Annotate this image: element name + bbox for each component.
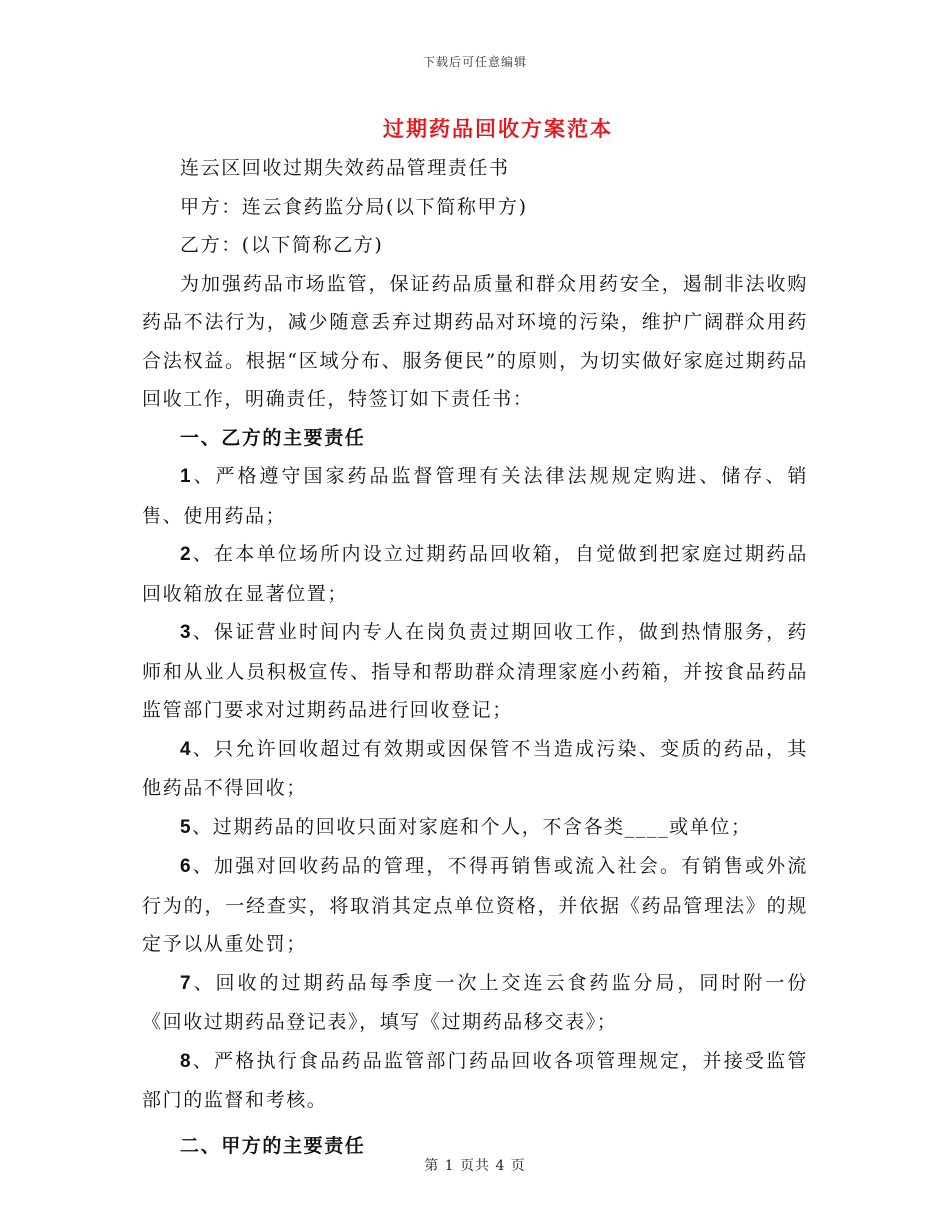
item-number: 1 [180,466,193,487]
item-text: 、保证营业时间内专人在岗负责过期回收工作，做到热情服务，药师和从业人员积极宣传、指导和帮助群众清理家庭小药箱，并按食品药品监管部门要求对过期药品进行回收登记； [142,621,808,721]
item-text: 、严格执行食品药品监管部门药品回收各项管理规定，并接受监管部门的监督和考核。 [142,1049,808,1111]
header-note: 下载后可任意编辑 [422,55,527,69]
item-number: 3 [180,622,193,643]
list-item [142,730,808,808]
item-number: 5 [180,816,193,838]
document-body [142,149,808,1165]
paragraph-responsibility-title: 连云区回收过期失效药品管理责任书 [180,157,510,179]
paragraph-party-a: 甲方：连云食药监分局(以下简称甲方) [180,195,528,218]
item-text: 、在本单位场所内设立过期药品回收箱，自觉做到把家庭过期药品回收箱放在显著位置； [142,543,808,605]
list-item [142,457,808,535]
list-item [142,964,808,1042]
item-number: 2 [180,544,193,565]
page-number-footer: 第 1 页共 4 页 [424,1158,526,1174]
paragraph-party-b: 乙方：(以下简称乙方) [180,234,384,256]
list-item [142,808,808,848]
item-text: 、回收的过期药品每季度一次上交连云食药监分局，同时附一份《回收过期药品登记表》，填写《过期药品移交表》； [142,971,808,1033]
paragraph-preamble: 为加强药品市场监管，保证药品质量和群众用药安全，遏制非法收购药品不法行为，减少随意丢弃过期药品对环境的污染，维护广阔群众用药合法权益。根据“区域分布、服务便民”的原则，为切实做好家庭过期药品回收工作，明确责任，特签订如下责任书： [142,272,808,410]
item-number: 4 [180,738,193,760]
item-number: 7 [180,972,193,994]
section-heading-party-b: 一、乙方的主要责任 [180,426,366,449]
section-heading-party-a: 二、甲方的主要责任 [180,1134,366,1157]
list-item [142,535,808,613]
list-item [142,1042,808,1120]
item-text: 、严格遵守国家药品监督管理有关法律法规规定购进、储存、销售、使用药品； [142,465,808,527]
item-number: 8 [180,1050,193,1072]
item-text: 、只允许回收超过有效期或因保管不当造成污染、变质的药品，其他药品不得回收； [142,737,808,799]
list-item [142,847,808,964]
item-number: 6 [180,856,193,877]
document-title: 过期药品回收方案范本 [383,116,613,141]
item-text: 、过期药品的回收只面对家庭和个人，不含各类____或单位； [192,815,752,838]
list-item [142,613,808,730]
item-text: 、加强对回收药品的管理，不得再销售或流入社会。有销售或外流行为的，一经查实，将取消其定点单位资格，并依据《药品管理法》的规定予以从重处罚； [142,855,808,955]
